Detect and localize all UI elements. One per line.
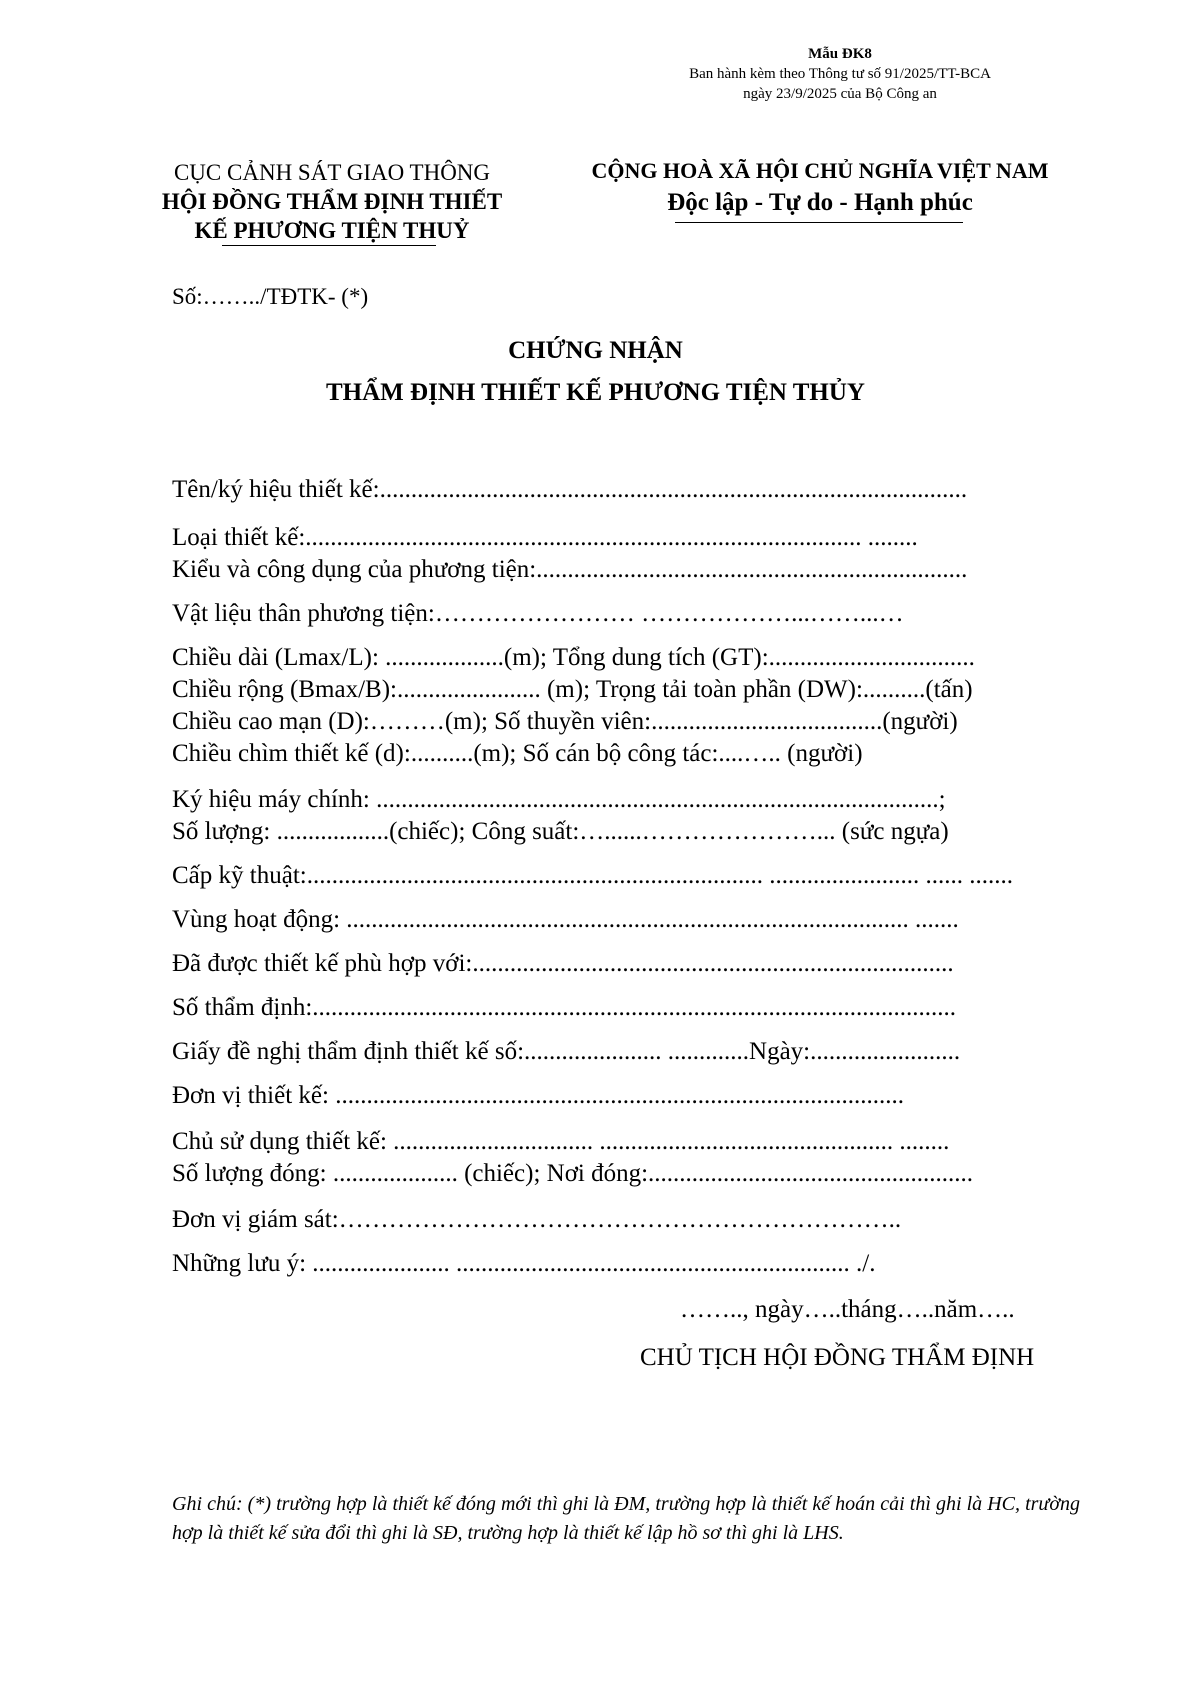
agency-header	[112, 158, 552, 245]
agency-name-line2: KẾ PHƯƠNG TIỆN THUỶ	[194, 218, 470, 243]
field-design-name: Tên/ký hiệu thiết kế:..............................................................................................	[172, 476, 968, 503]
field-breadth-deadweight: Chiều rộng (Bmax/B):....................... (m); Trọng tải toàn phần (DW):..........(tấn)	[172, 676, 973, 703]
field-design-unit: Đơn vị thiết kế: ...........................................................................................	[172, 1082, 904, 1109]
title-line2: THẨM ĐỊNH THIẾT KẾ PHƯƠNG TIỆN THỦY	[326, 379, 865, 406]
field-request-number-date: Giấy đề nghị thẩm định thiết kế số:...................... .............Ngày:........................	[172, 1038, 961, 1065]
field-appraisal-number: Số thẩm định:.......................................................................................................	[172, 994, 957, 1021]
footnote: Ghi chú: (*) trường hợp là thiết kế đóng mới thì ghi là ĐM, trường hợp là thiết kế hoán cải thì ghi là HC, trường hợp là thiết kế sửa đổi thì ghi là SĐ, trường hợp là thiết kế lập hồ sơ thì ghi là LHS.	[172, 1493, 1080, 1544]
form-code-block	[660, 44, 1020, 104]
field-vessel-type-usage: Kiểu và công dụng của phương tiện:.....................................................................	[172, 556, 968, 583]
field-engine-quantity-power: Số lượng: ..................(chiếc); Công suất:…......…………………... (sức ngựa)	[172, 818, 949, 845]
field-notes: Những lưu ý: ...................... ............................................................... ./.	[172, 1250, 876, 1277]
field-main-engine: Ký hiệu máy chính: ..........................................................................................;	[172, 786, 946, 813]
form-code: Mẫu ĐK8	[808, 46, 872, 62]
form-issued-date: ngày 23/9/2025 của Bộ Công an	[743, 86, 937, 102]
form-issued-by: Ban hành kèm theo Thông tư số 91/2025/TT-BCA	[689, 66, 991, 82]
nation-header	[570, 156, 1070, 220]
field-hull-material: Vật liệu thân phương tiện:…………………… ………………...……...…	[172, 600, 904, 627]
field-design-owner: Chủ sử dụng thiết kế: ................................ ............................................... ........	[172, 1128, 950, 1155]
field-design-type: Loại thiết kế:......................................................................................... ........	[172, 524, 918, 551]
field-supervision-unit: Đơn vị giám sát:…………………………………………………………..	[172, 1206, 902, 1233]
field-depth-crew: Chiều cao mạn (D):………(m); Số thuyền viên:.....................................(người)	[172, 708, 958, 735]
field-design-compliance: Đã được thiết kế phù hợp với:.............................................................................	[172, 950, 954, 977]
field-operating-area: Vùng hoạt động: .......................................................................................... .......	[172, 906, 959, 933]
nation-motto: Độc lập - Tự do - Hạnh phúc	[667, 189, 973, 216]
field-technical-class: Cấp kỹ thuật:......................................................................... ........................ ...... .......	[172, 862, 1013, 889]
document-title	[0, 330, 1191, 414]
document-number: Số:……../TĐTK- (*)	[172, 284, 369, 309]
agency-name-line1: HỘI ĐỒNG THẨM ĐỊNH THIẾT	[161, 189, 503, 214]
signer-title: CHỦ TỊCH HỘI ĐỒNG THẨM ĐỊNH	[640, 1344, 1035, 1371]
nation-name: CỘNG HOÀ XÃ HỘI CHỦ NGHĨA VIỆT NAM	[591, 158, 1049, 183]
title-line1: CHỨNG NHẬN	[508, 337, 683, 364]
field-build-quantity-place: Số lượng đóng: .................... (chiếc); Nơi đóng:....................................................	[172, 1160, 974, 1187]
agency-parent: CỤC CẢNH SÁT GIAO THÔNG	[173, 160, 491, 185]
agency-underline	[222, 245, 436, 246]
signature-date: …….., ngày…..tháng…..năm…..	[680, 1296, 1015, 1323]
field-length-gross-tonnage: Chiều dài (Lmax/L): ...................(m); Tổng dung tích (GT):.................................	[172, 644, 975, 671]
motto-underline	[675, 222, 963, 223]
field-draught-staff: Chiều chìm thiết kế (d):..........(m); Số cán bộ công tác:....….. (người)	[172, 740, 863, 767]
